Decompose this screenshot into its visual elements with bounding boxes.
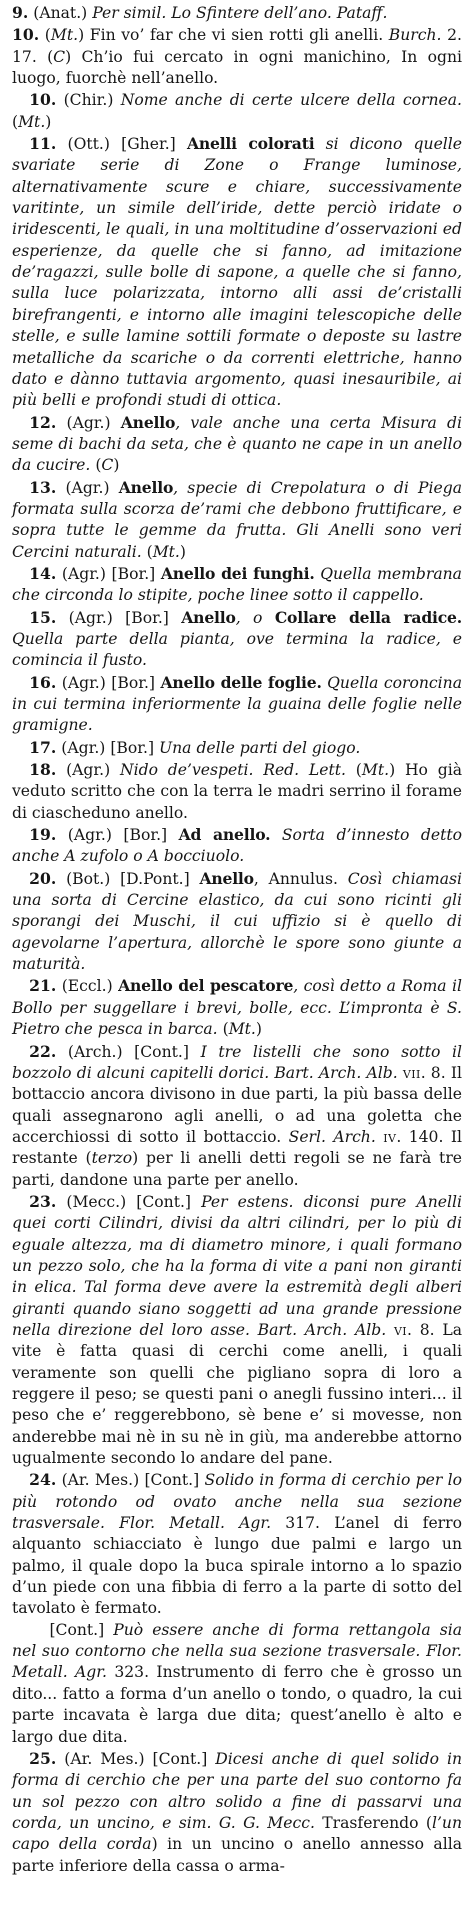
italic-text: Quella parte della pianta, ove termina la radice, e comincia il fusto.: [12, 629, 462, 670]
roman-text: (Agr.): [56, 478, 119, 497]
roman-text: [Cont.]: [49, 1620, 114, 1639]
roman-text: 323. Instrumento di ferro che è grosso un dito... fatto a forma d’un anello o tondo, o quadro, la cui parte incavata è larga due dita; quest’anello è alto e largo due dita.: [12, 1663, 462, 1746]
roman-text: (Mecc.) [Cont.]: [56, 1192, 202, 1211]
italic-text: Nido de’vespeti. Red. Lett.: [120, 761, 346, 780]
entry-number: 25.: [29, 1748, 57, 1768]
dictionary-entry-e21: [12, 975, 462, 1040]
roman-text: ) in un uncino o anello annesso alla parte inferiore della cassa o arma-: [12, 1835, 462, 1875]
entry-number: 23.: [29, 1191, 57, 1211]
roman-text: (: [346, 761, 362, 780]
roman-text: (: [141, 542, 153, 561]
dictionary-entry-e13: [12, 477, 462, 563]
italic-text: Una delle parti del giogo.: [159, 738, 361, 757]
roman-text: ): [45, 112, 52, 131]
dictionary-entry-e15: [12, 607, 462, 672]
headword: Anello: [118, 477, 174, 497]
roman-text: . 8. La vite è fatta quasi di cerchi come anelli, i quali veramente son quelli che pigliano sopra di loro a reggere il peso; se questi pani o anegli fussino interi... il peso che e’ reggerebbono, sè bene e’ si movesse, non anderebbe mai nè in su nè in giù, ma anderebbe attorno ugualmente secondo lo andare del pane.: [12, 1320, 462, 1468]
roman-text: ) Ho già veduto scritto che con la terra le madri serrino il forame di ciascheduno anello.: [12, 761, 462, 822]
entry-number: 9.: [12, 3, 29, 22]
roman-text: 2. 17. (: [12, 26, 462, 66]
headword: Anello: [120, 412, 176, 432]
roman-text: (Agr.) [Bor.]: [56, 673, 161, 692]
entry-number: 13.: [29, 477, 57, 497]
roman-text: ): [113, 456, 120, 475]
roman-text: 317. L’anel di ferro alquanto schiacciato è lungo due palmi e largo un palmo, il quale dopo la buca spirale intorno a lo spazio d’un piede con una fibbia di ferro a la parte di sotto del tavolato è fermato.: [12, 1514, 462, 1618]
roman-text: (Agr.): [56, 761, 120, 780]
headword: Collare della radice.: [274, 607, 462, 627]
roman-text: (Agr.) [Bor.]: [56, 564, 161, 583]
dictionary-entry-e23: [12, 1191, 462, 1469]
entry-number: 22.: [29, 1041, 57, 1061]
roman-text: (Agr.) [Bor.]: [56, 608, 182, 627]
dictionary-entry-e12: [12, 412, 462, 477]
italic-text: terzo: [91, 1149, 133, 1168]
dictionary-entry-e14: [12, 563, 462, 607]
dictionary-entry-e22: [12, 1041, 462, 1191]
roman-text: . 140. Il restante (: [12, 1127, 462, 1168]
entry-number: 21.: [29, 976, 57, 996]
italic-text: , o: [235, 608, 275, 627]
entry-number: 20.: [29, 868, 57, 888]
italic-text: Sorta d’innesto detto anche A zufolo o A bocciuolo.: [12, 826, 462, 866]
dictionary-entry-e20: [12, 868, 462, 976]
headword: Anello delle foglie.: [160, 672, 322, 692]
dictionary-entry-e11: [12, 133, 462, 411]
roman-text: (Ar. Mes.) [Cont.]: [56, 1749, 216, 1768]
roman-text: (: [12, 112, 19, 131]
roman-text: Trasferendo (: [314, 1813, 432, 1832]
roman-text: (: [90, 456, 102, 475]
entry-number: 11.: [29, 134, 57, 154]
roman-text: ): [255, 1020, 262, 1039]
dictionary-entry-e19: [12, 824, 462, 868]
roman-text: (Bot.) [D.Pont.]: [56, 869, 200, 888]
italic-text: Mt.: [152, 542, 180, 561]
headword: Anello del pescatore: [118, 976, 294, 996]
dictionary-entry-e24: [12, 1469, 462, 1619]
roman-text: , Annulus.: [253, 869, 348, 888]
italic-text: Nome anche di certe ulcere della cornea.: [120, 91, 462, 110]
italic-text: Mt.: [50, 26, 79, 45]
roman-text: (Agr.) [Bor.]: [56, 738, 159, 757]
headword: Anello dei funghi.: [160, 563, 315, 583]
roman-text: ) Fin vo’ far che vi sien rotti gli anelli.: [78, 26, 389, 45]
italic-text: Mt.: [228, 1020, 256, 1039]
italic-text: Per estens. diconsi pure Anelli quei corti Cilindri, divisi da altri cilindri, per lo più di eguale altezza, ma di diametro minore, i quali formano un pezzo solo, che ha la forma di vite a pani non giranti in elica. Tal forma deve avere la estremità degli alberi giranti quando siano soggetti ad una grande pressione nella direzione del loro asse. Bart. Arch. Alb.: [12, 1192, 462, 1339]
headword: Anello: [199, 868, 254, 888]
roman-text: (: [217, 1020, 229, 1039]
italic-text: Può essere anche di forma rettangola sia nel suo contorno che nella sua sezione trasversale. Flor. Metall. Agr.: [12, 1620, 462, 1682]
italic-text: , specie di Crepolatura o di Piega formata sulla scorza de’rami che debbono fruttificare, e sopra tutte le gemme da frutta. Gli Anelli sono veri Cercini naturali.: [12, 478, 462, 561]
italic-text: Così chiamasi una sorta di Cercine elastico, da cui sono ricinti gli sporangi dei Muschi, il cui uffizio si è quello di agevolarne l’apertura, allorchè le spore sono giunte a maturità.: [12, 869, 462, 974]
dictionary-entry-e9: [12, 2, 462, 24]
italic-text: l’un capo della corda: [12, 1813, 462, 1854]
roman-text: (: [39, 26, 51, 45]
entry-number: 19.: [29, 825, 57, 845]
italic-text: Dicesi anche di quel solido in forma di cerchio che per una parte del suo contorno fa un sol pezzo con altro solido a fine di passarvi una corda, un uncino, e sim. G. G. Mecc.: [12, 1749, 462, 1832]
dictionary-entry-e18: [12, 759, 462, 824]
dictionary-entry-e24b: [12, 1620, 462, 1748]
entry-number: 14.: [29, 563, 57, 583]
entry-number: 10.: [29, 90, 57, 110]
dictionary-entry-e10b: [12, 89, 462, 133]
roman-text: (Agr.): [56, 413, 121, 432]
roman-text: [386, 1321, 394, 1339]
roman-text: (Arch.) [Cont.]: [56, 1042, 201, 1061]
italic-text: Serl. Arch.: [288, 1127, 376, 1146]
dictionary-entry-e16: [12, 672, 462, 737]
roman-text: (Eccl.): [56, 977, 119, 996]
roman-text: (Ott.) [Gher.]: [56, 135, 187, 154]
italic-text: si dicono quelle svariate serie di Zone o Frange luminose, alternativamente scure e chiare, successivamente varitinte, un simile dell’iride, dette perciò iridate o iridescenti, le quali, in una moltitudine d’osservazioni ed esperienze, da quelle che si fanno, ad imitazione de’ragazzi, sulle bolle di sapone, a quelle che si fanno, sulla luce polarizzata, intorno alli assi de’cristalli birefrangenti, e intorno alle imagini telescopiche delle stelle, e sulle lamine sottili formate o deposte su lastre metalliche da scariche o da correnti elettriche, hanno dato e dànno tuttavia argomento, quasi inesauribile, ai più belli e profondi studi di ottica.: [12, 135, 463, 410]
roman-text: ): [179, 542, 186, 561]
italic-text: Quella coroncina in cui termina inferiormente la guaina delle foglie nelle gramigne.: [12, 673, 462, 735]
roman-text: ) Ch’io fui cercato in ogni manichino, In ogni luogo, fuorchè nell’anello.: [12, 47, 462, 88]
entry-number: 12.: [29, 412, 57, 432]
italic-text: C: [101, 456, 114, 475]
italic-text: , vale anche una certa Misura di seme di bachi da seta, che è quanto ne cape in un anello da cucire.: [12, 413, 462, 475]
italic-text: Per simil. Lo Sfintere dell’ano. Pataff.: [92, 4, 388, 22]
italic-text: C: [53, 47, 66, 66]
headword: Ad anello.: [178, 825, 271, 845]
roman-text: (Ar. Mes.) [Cont.]: [56, 1471, 205, 1490]
italic-text: Mt.: [18, 112, 46, 131]
dictionary-entry-e10a: [12, 24, 462, 89]
dictionary-entry-e17: [12, 737, 462, 759]
entry-number: 17.: [29, 737, 57, 757]
dictionary-entry-e25: [12, 1748, 462, 1877]
roman-text: ) per li anelli detti regoli se ne farà tre parti, dandone una parte per anello.: [12, 1149, 462, 1189]
entry-number: 10.: [12, 25, 40, 45]
roman-text: . 8. Il bottaccio ancora divisono in due parti, la più bassa delle quali assegnarono agli anelli, o ad una goletta che accerchiossi di sotto il bottaccio.: [12, 1063, 462, 1146]
roman-text: (Anat.): [28, 4, 93, 22]
italic-text: Quella membrana che circonda lo stipite, poche linee sotto il cappello.: [12, 564, 462, 605]
roman-numeral: iv: [383, 1127, 397, 1146]
italic-text: Burch.: [388, 26, 442, 45]
roman-numeral: vi: [393, 1320, 408, 1339]
headword: Anelli colorati: [186, 134, 315, 154]
entry-number: 24.: [29, 1470, 57, 1490]
entry-number: 18.: [29, 760, 57, 780]
entry-number: 15.: [29, 607, 57, 627]
italic-text: , così detto a Roma il Bollo per suggellare i brevi, bolle, ecc. L’impronta è S. Pietro che pesca in barca.: [12, 977, 462, 1039]
italic-text: I tre listelli che sono sotto il bozzolo di alcuni capitelli dorici. Bart. Arch. Alb.: [12, 1042, 462, 1082]
roman-text: (Agr.) [Bor.]: [56, 826, 179, 845]
entry-number: 16.: [29, 672, 57, 692]
headword: Anello: [181, 607, 236, 627]
roman-text: (Chir.): [56, 91, 121, 110]
italic-text: Mt.: [361, 761, 390, 780]
italic-text: Solido in forma di cerchio per lo più rotondo od ovato anche nella sua sezione trasversale. Flor. Metall. Agr.: [12, 1471, 462, 1533]
roman-numeral: vii: [402, 1063, 421, 1082]
